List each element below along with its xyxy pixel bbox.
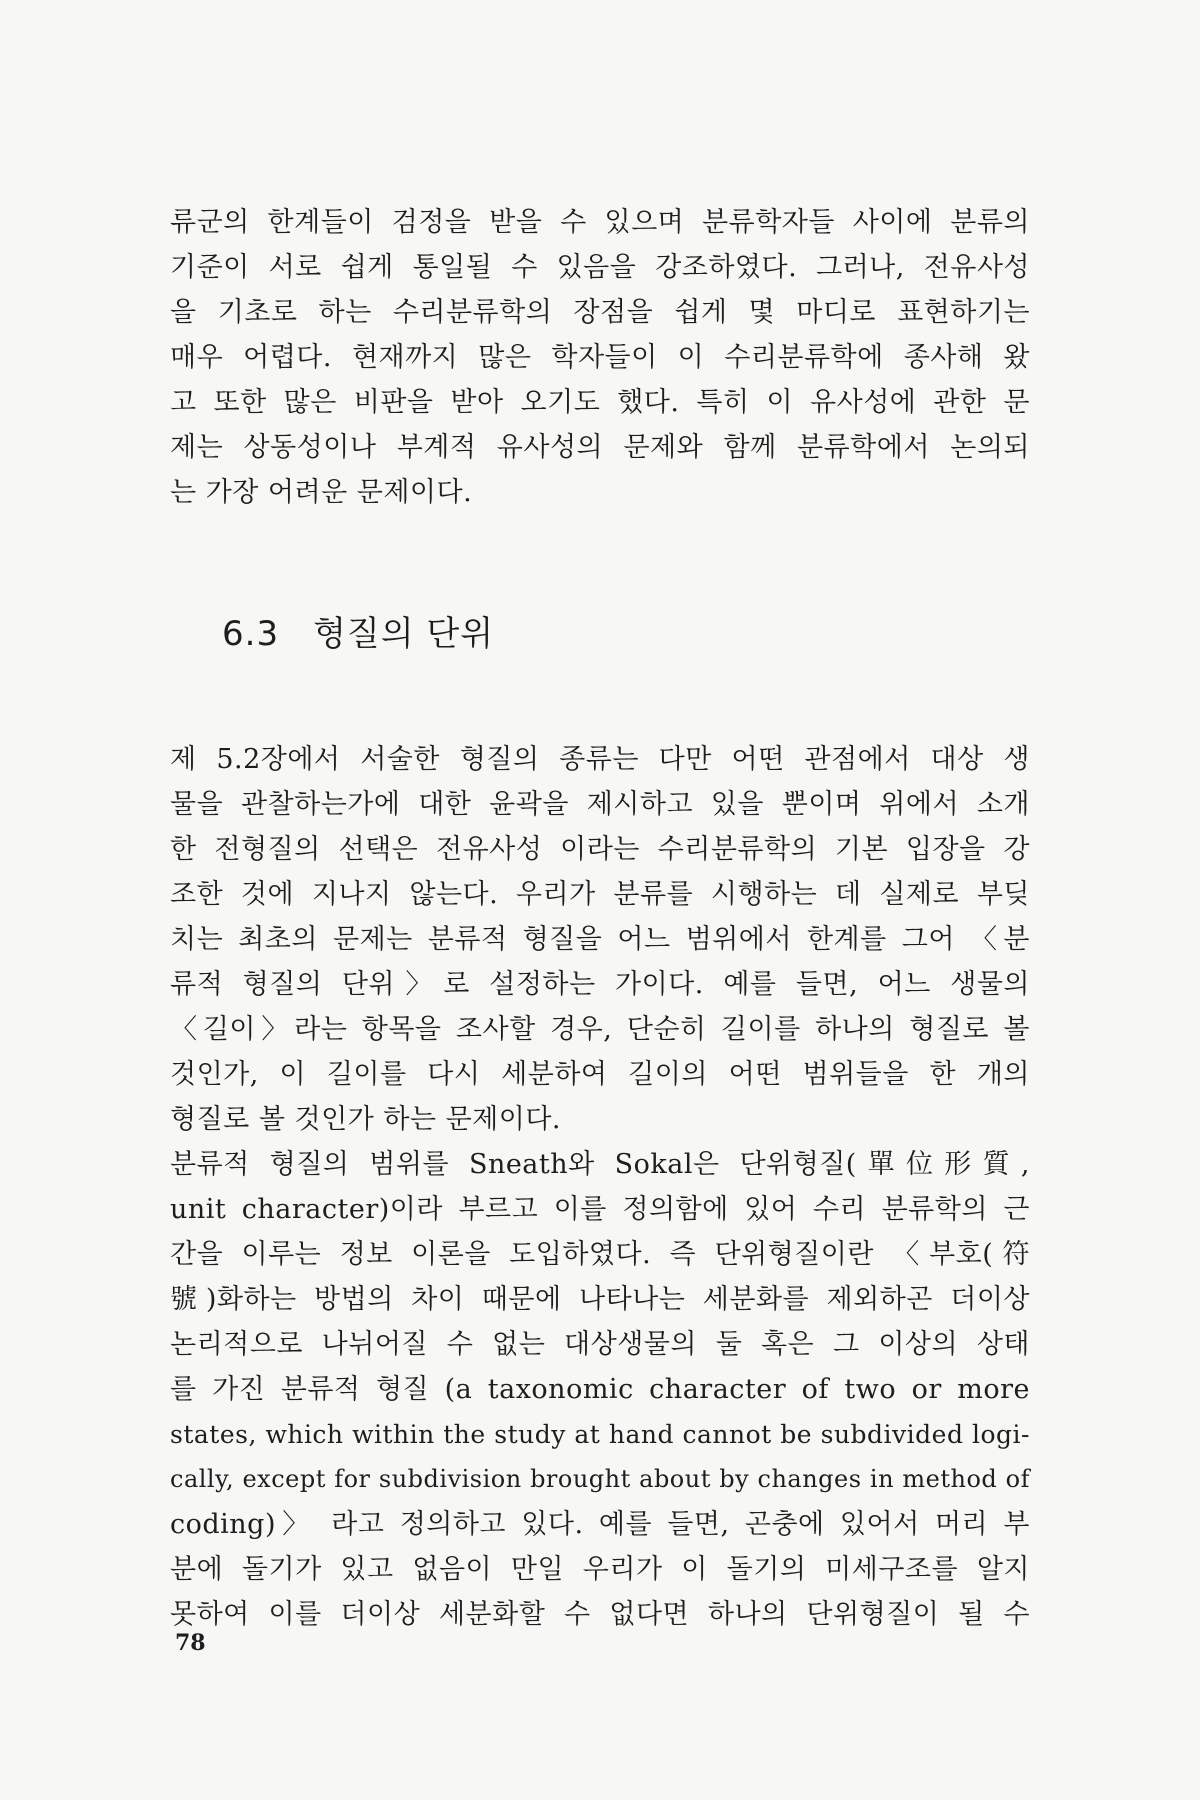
- text-line: 고 또한 많은 비판을 받아 오기도 했다. 특히 이 유사성에 관한 문: [170, 387, 1030, 418]
- text-line: 조한 것에 지나지 않는다. 우리가 분류를 시행하는 데 실제로 부딪: [170, 879, 1030, 910]
- text-line: cally, except for subdivision brought about by changes in method of: [170, 1465, 1030, 1493]
- section-title: 형질의 단위: [313, 614, 495, 654]
- text-line: states, which within the study at hand cannot be subdivided logi-: [170, 1420, 1030, 1449]
- text-line: 〈길이〉라는 항목을 조사할 경우, 단순히 길이를 하나의 형질로 볼: [170, 1014, 1030, 1045]
- text-line: 것인가, 이 길이를 다시 세분하여 길이의 어떤 범위들을 한 개의: [170, 1059, 1030, 1090]
- text-line: 물을 관찰하는가에 대한 윤곽을 제시하고 있을 뿐이며 위에서 소개: [170, 789, 1030, 820]
- text-line: 분류적 형질의 범위를 Sneath와 Sokal은 단위형질(單位形質,: [170, 1149, 1030, 1180]
- text-line: 기준이 서로 쉽게 통일될 수 있음을 강조하였다. 그러나, 전유사성: [170, 252, 1030, 283]
- text-line: 號)화하는 방법의 차이 때문에 나타나는 세분화를 제외하곤 더이상: [170, 1284, 1030, 1315]
- text-line: 을 기초로 하는 수리분류학의 장점을 쉽게 몇 마디로 표현하기는: [170, 297, 1030, 328]
- text-line: 논리적으로 나뉘어질 수 없는 대상생물의 둘 혹은 그 이상의 상태: [170, 1329, 1030, 1360]
- text-line: 한 전형질의 선택은 전유사성 이라는 수리분류학의 기본 입장을 강: [170, 834, 1030, 865]
- text-line: 는 가장 어려운 문제이다.: [170, 477, 473, 508]
- section-number: 6.3: [222, 614, 280, 654]
- paragraph-main: [170, 737, 1030, 1637]
- text-line: coding)〉 라고 정의하고 있다. 예를 들면, 곤충에 있어서 머리 부: [170, 1509, 1030, 1540]
- text-line: 못하여 이를 더이상 세분화할 수 없다면 하나의 단위형질이 될 수: [170, 1599, 1030, 1630]
- text-line: 간을 이루는 정보 이론을 도입하였다. 즉 단위형질이란 〈부호(符: [170, 1239, 1030, 1270]
- text-line: 제 5.2장에서 서술한 형질의 종류는 다만 어떤 관점에서 대상 생: [170, 744, 1030, 775]
- page-number: 78: [175, 1630, 206, 1656]
- text-line: unit character)이라 부르고 이를 정의함에 있어 수리 분류학의 근: [170, 1194, 1030, 1225]
- section-heading: [222, 606, 494, 655]
- text-line: 류적 형질의 단위〉로 설정하는 가이다. 예를 들면, 어느 생물의: [170, 969, 1030, 1000]
- text-line: 를 가진 분류적 형질 (a taxonomic character of two or more: [170, 1374, 1030, 1405]
- paragraph-top: [170, 200, 1030, 515]
- text-line: 치는 최초의 문제는 분류적 형질을 어느 범위에서 한계를 그어 〈분: [170, 924, 1030, 955]
- text-line: 형질로 볼 것인가 하는 문제이다.: [170, 1104, 561, 1135]
- text-line: 류군의 한계들이 검정을 받을 수 있으며 분류학자들 사이에 분류의: [170, 207, 1030, 238]
- text-line: 제는 상동성이나 부계적 유사성의 문제와 함께 분류학에서 논의되: [170, 432, 1030, 463]
- text-line: 분에 돌기가 있고 없음이 만일 우리가 이 돌기의 미세구조를 알지: [170, 1554, 1030, 1585]
- text-line: 매우 어렵다. 현재까지 많은 학자들이 이 수리분류학에 종사해 왔: [170, 342, 1030, 373]
